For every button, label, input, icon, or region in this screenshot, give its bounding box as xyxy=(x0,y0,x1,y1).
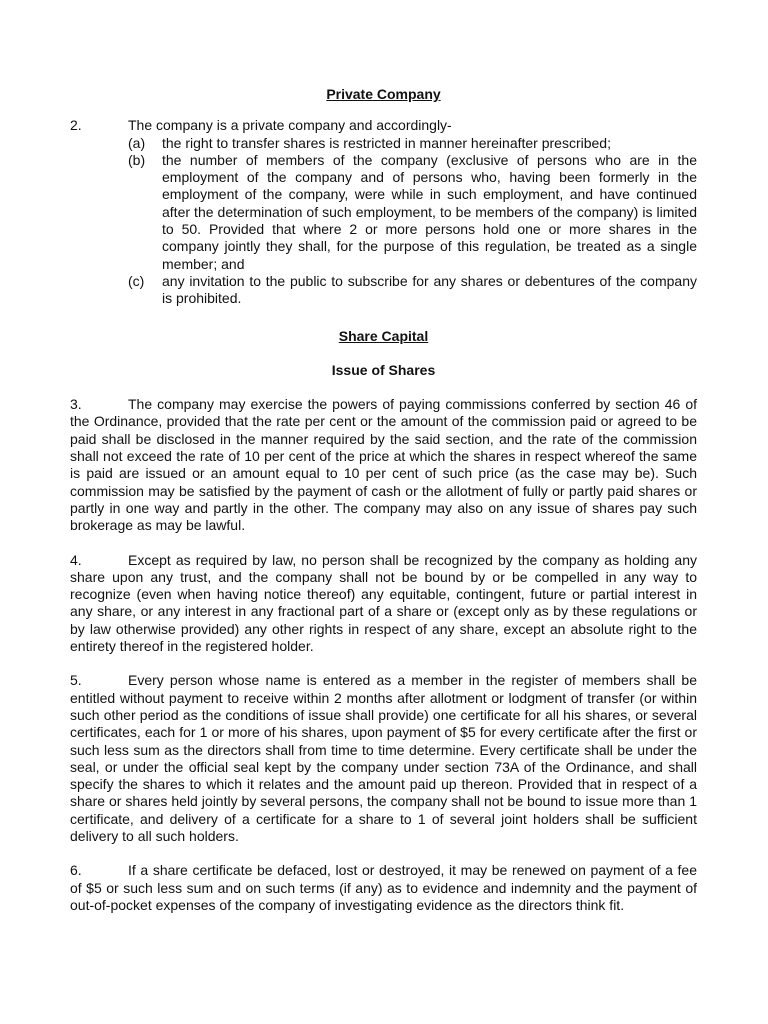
paragraph-text: If a share certificate be defaced, lost or destroyed, it may be renewed on payment of a fee of $5 or such less sum and on such terms (if any) as to evidence and indemnity and the payment of out-of-pocket expenses of the company of investigating evidence as the directors think fit. xyxy=(70,862,697,913)
heading-share-capital: Share Capital xyxy=(338,327,429,344)
clause-item-text: any invitation to the public to subscribe for any shares or debentures of the company is prohibited. xyxy=(162,272,697,307)
document-page xyxy=(70,86,697,914)
clause-item-label: (a) xyxy=(128,134,146,151)
clause-item-a xyxy=(70,135,697,152)
paragraph-number: 4. xyxy=(70,551,82,568)
paragraph-number: 6. xyxy=(70,862,82,879)
paragraph-text: The company may exercise the powers of paying commissions conferred by section 46 of the Ordinance, provided that the rate per cent or the amount of the commission paid or agreed to be paid shall be disclosed in the manner required by the said section, and the rate of the commission shall not exceed the rate of 10 per cent of the price at which the shares in respect whereof the same is paid are issued or an amount equal to 10 per cent of such price (as the case may be). Such commission may be satisfied by the payment of cash or the allotment of fully or partly paid shares or partly in one way and partly in the other. The company may also on any issue of shares pay such brokerage as may be lawful. xyxy=(70,396,697,534)
paragraph-6 xyxy=(70,862,697,914)
clause-item-label: (b) xyxy=(128,151,146,168)
clause-number: 2. xyxy=(70,117,82,134)
clause-item-label: (c) xyxy=(128,272,145,289)
paragraph-3 xyxy=(70,396,697,534)
clause-item-c xyxy=(70,273,697,308)
heading-private-company: Private Company xyxy=(326,86,441,102)
paragraph-text: Except as required by law, no person shall be recognized by the company as holding any share upon any trust, and the company shall not be bound by or be compelled in any way to recognize (even when having notice thereof) any equitable, contingent, future or partial interest in any share, or any interest in any fractional part of a share or (except only as by these regulations or by law otherwise provided) any other rights in respect of any share, except an absolute right to the entirety thereof in the registered holder. xyxy=(70,551,697,655)
paragraph-5 xyxy=(70,672,697,845)
heading-issue-of-shares: Issue of Shares xyxy=(331,361,436,378)
clause-item-b xyxy=(70,152,697,273)
paragraph-number: 5. xyxy=(70,672,82,689)
paragraph-text: Every person whose name is entered as a member in the register of members shall be entitled without payment to receive within 2 months after allotment or lodgment of transfer (or within such other period as the conditions of issue shall provide) one certificate for all his shares, or several certificates, each for 1 or more of his shares, upon payment of $5 for every certificate after the first or such less sum as the directors shall from time to time determine. Every certificate shall be under the seal, or under the official seal kept by the company under section 73A of the Ordinance, and shall specify the shares to which it relates and the amount paid up thereon. Provided that in respect of a share or shares held jointly by several persons, the company shall not be bound to issue more than 1 certificate, and delivery of a certificate for a share to 1 of several joint holders shall be sufficient delivery to all such holders. xyxy=(70,672,697,844)
paragraph-number: 3. xyxy=(70,396,82,413)
paragraph-4 xyxy=(70,552,697,656)
clause-lead: The company is a private company and accordingly- xyxy=(128,117,452,134)
clause-item-text: the number of members of the company (exclusive of persons who are in the employment of the company and of persons who, having been formerly in the employment of the company, were while in such employment, and have continued after the determination of such employment, to be members of the company) is limited to 50. Provided that where 2 or more persons hold one or more shares in the company jointly they shall, for the purpose of this regulation, be treated as a single member; and xyxy=(162,151,697,272)
clause-item-text: the right to transfer shares is restricted in manner hereinafter prescribed; xyxy=(162,134,611,151)
clause-2 xyxy=(70,117,697,307)
